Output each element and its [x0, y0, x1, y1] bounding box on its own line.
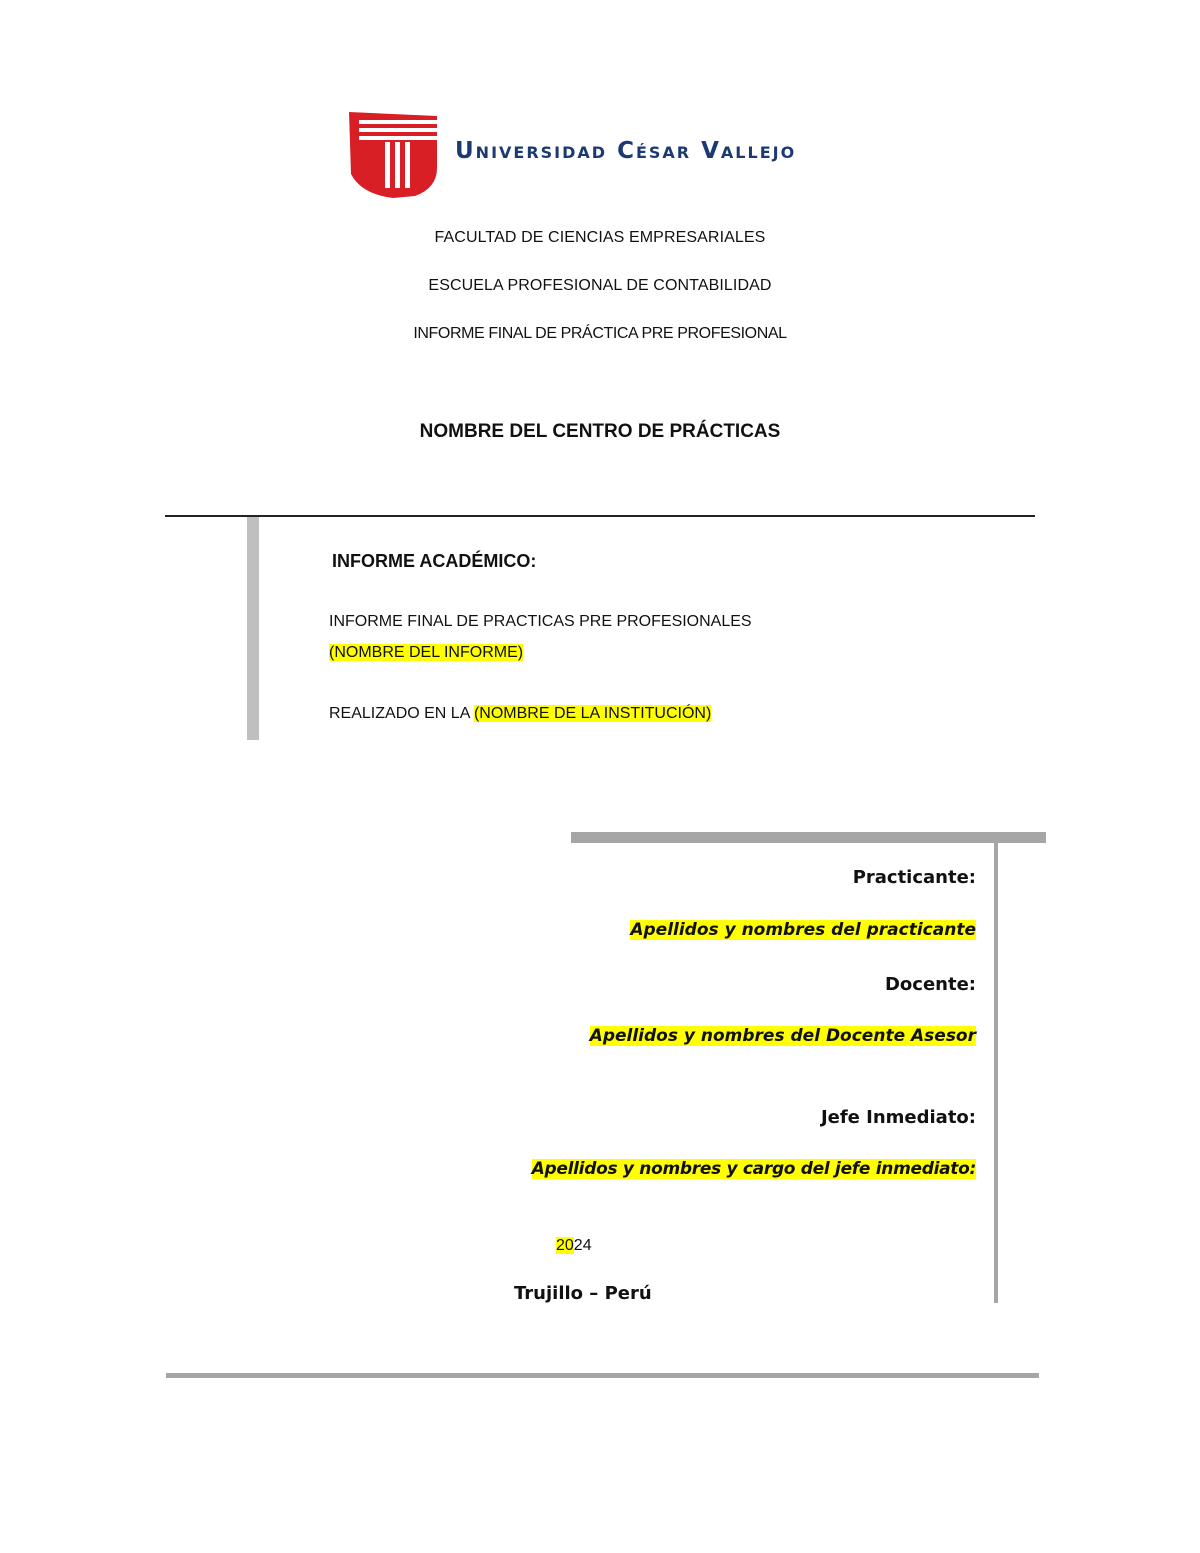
- faculty-name: FACULTAD DE CIENCIAS EMPRESARIALES: [434, 229, 766, 246]
- report-type: INFORME FINAL DE PRÁCTICA PRE PROFESIONAL: [413, 325, 787, 342]
- practicante-label: Practicante:: [852, 867, 976, 888]
- report-name-placeholder: [329, 644, 523, 662]
- academic-heading: INFORME ACADÉMICO:: [332, 551, 537, 571]
- docente-value: Apellidos y nombres del Docente Asesor: [589, 1026, 976, 1046]
- year-highlighted: 20: [556, 1237, 574, 1254]
- top-rule: [165, 515, 1035, 517]
- university-logo: [345, 108, 865, 200]
- institution-name: (NOMBRE DE LA INSTITUCIÓN): [473, 705, 712, 722]
- right-vertical-line: [994, 843, 998, 1303]
- practicante-value: Apellidos y nombres del practicante: [630, 920, 976, 940]
- place: Trujillo – Perú: [514, 1283, 652, 1304]
- academic-line1: INFORME FINAL DE PRACTICAS PRE PROFESIONALES: [329, 613, 752, 630]
- docente-row: [500, 1026, 976, 1046]
- realized-line: [329, 705, 711, 723]
- university-name: Universidad César Vallejo: [455, 138, 797, 164]
- school-name: ESCUELA PROFESIONAL DE CONTABILIDAD: [428, 277, 772, 294]
- jefe-row: [500, 1159, 976, 1179]
- docente-label: Docente:: [884, 974, 976, 995]
- year: [556, 1237, 592, 1255]
- right-block-top-bar: [571, 832, 1046, 843]
- jefe-value: Apellidos y nombres y cargo del jefe inmediato:: [531, 1159, 976, 1179]
- jefe-label: Jefe Inmediato:: [820, 1107, 976, 1128]
- bottom-rule: [166, 1373, 1039, 1378]
- practicante-row: [500, 920, 976, 940]
- center-title: NOMBRE DEL CENTRO DE PRÁCTICAS: [419, 421, 781, 442]
- year-rest: 24: [573, 1237, 592, 1254]
- shield-icon: [345, 108, 445, 200]
- left-vertical-bar: [247, 517, 259, 740]
- report-name: (NOMBRE DEL INFORME): [329, 644, 524, 661]
- realized-prefix: REALIZADO EN LA: [329, 705, 474, 722]
